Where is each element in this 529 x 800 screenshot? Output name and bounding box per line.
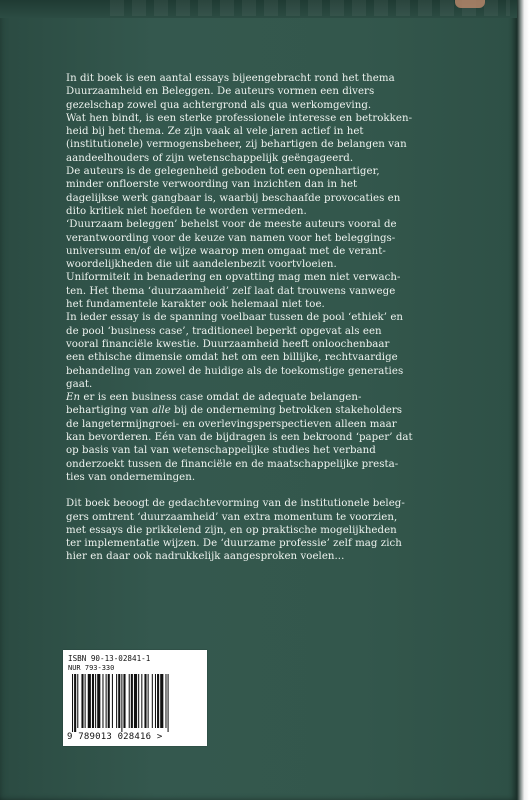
blurb-line: de langetermijngroei- en overlevingsperspectieven alleen maar xyxy=(66,418,397,430)
barcode-bar xyxy=(168,674,169,732)
barcode-bar xyxy=(102,674,103,728)
blurb-line: heid bij het thema. Ze zijn vaak al vele jaren actief in het xyxy=(66,126,364,138)
closing-line: ter implementatie wijzen. De ‘duurzame professie’ zelf mag zich xyxy=(66,538,402,550)
barcode-bar xyxy=(160,674,163,728)
blurb-line: behandeling van zowel de huidige als de toekomstige generaties xyxy=(66,365,404,377)
blurb-line: aandeelhouders of zijn wetenschappelijk geëngageerd. xyxy=(66,152,354,164)
blurb-line: In ieder essay is de spanning voelbaar tussen de pool ‘ethiek’ en xyxy=(66,312,404,324)
top-edge-strip xyxy=(0,0,517,18)
barcode-bar xyxy=(157,674,159,728)
closing-line: gers omtrent ‘duurzaamheid’ van extra momentum te voorzien, xyxy=(66,511,398,523)
barcode-bar xyxy=(112,674,113,728)
barcode-bar xyxy=(155,674,156,728)
closing-line: Dit boek beoogt de gedachtevorming van de institutionele beleg- xyxy=(66,498,405,510)
barcode-bar xyxy=(97,674,100,728)
blurb-line: gezelschap zowel qua achtergrond als qua werkomgeving. xyxy=(66,99,372,111)
blurb-line: een ethische dimensie omdat het om een billijke, rechtvaardige xyxy=(66,352,398,364)
barcode-bar xyxy=(77,674,78,728)
blurb-line: onderzoekt tussen de financiële en de maatschappelijke presta- xyxy=(66,458,399,470)
barcode-bar xyxy=(95,674,96,728)
nur-text: NUR 793-330 xyxy=(68,664,115,672)
barcode-bar xyxy=(74,674,76,732)
blurb-line: ‘Duurzaam beleggen’ behelst voor de meeste auteurs vooral de xyxy=(66,219,397,231)
barcode-bar xyxy=(72,674,73,732)
blurb-line: dagelijkse werk gangbaar is, waarbij beschaafde provocaties en xyxy=(66,192,401,204)
blurb-line: dito kritiek niet hoefden te worden vermeden. xyxy=(66,205,307,217)
barcode-bar xyxy=(123,674,125,728)
barcode-bar xyxy=(88,674,91,728)
closing-line: met essays die prikkelend zijn, en op praktische mogelijkheden xyxy=(66,524,397,536)
blurb-line xyxy=(66,404,466,417)
barcode-bar xyxy=(134,674,137,728)
blurb-line: gaat. xyxy=(66,378,93,390)
blurb-line: universum en/of de wijze waarop men omgaat met de verant- xyxy=(66,245,386,257)
blurb-line: kan bevorderen. Eén van de bijdragen is een bekroond ‘paper’ dat xyxy=(66,432,413,444)
blurb-text xyxy=(66,72,466,564)
paragraph-gap xyxy=(66,484,466,497)
blurb-line: minder onfloerste verwoording van inzichten dan in het xyxy=(66,179,358,191)
top-edge-texture xyxy=(110,0,510,16)
barcode-bar xyxy=(148,674,149,728)
barcode-bar xyxy=(116,674,117,728)
barcode-bar xyxy=(108,674,110,728)
corner-sticker xyxy=(455,0,485,8)
blurb-line: ties van ondernemingen. xyxy=(66,471,196,483)
blurb-line xyxy=(66,391,466,404)
barcode-bar xyxy=(165,674,166,728)
blurb-line: het fundamentele karakter ook helemaal niet toe. xyxy=(66,299,325,311)
barcode-bar xyxy=(92,674,94,728)
italic-alle: alle xyxy=(151,405,171,417)
blurb-line: Duurzaamheid en Beleggen. De auteurs vormen een divers xyxy=(66,86,375,98)
isbn-text: ISBN 90-13-02841-1 xyxy=(68,654,151,663)
blurb-line: op basis van tal van wetenschappelijke studies het verband xyxy=(66,445,376,457)
barcode-bar xyxy=(121,674,122,732)
barcode-bar xyxy=(106,674,107,728)
barcode-label xyxy=(63,650,207,746)
blurb-line: de pool ‘business case’, traditioneel beperkt opgevat als een xyxy=(66,325,382,337)
barcode-bar xyxy=(85,674,86,728)
blurb-line-text: er is een business case omdat de adequate belangen- xyxy=(83,392,362,404)
blurb-line-text: bij de onderneming betrokken stakeholders xyxy=(174,405,403,417)
blurb-line: In dit boek is een aantal essays bijeengebracht rond het thema xyxy=(66,73,395,84)
blurb-line: ten. Het thema ‘duurzaamheid’ zelf laat dat trouwens vanwege xyxy=(66,285,396,297)
blurb-line: De auteurs is de gelegenheid geboden tot een openhartiger, xyxy=(66,166,380,178)
barcode-bar xyxy=(152,674,153,728)
blurb-line: woordelijkheden die uit aandelenbezit voortvloeien. xyxy=(66,259,337,271)
blurb-line: (institutionele) vermogensbeheer, zij behartigen de belangen van xyxy=(66,139,407,151)
barcode-bar xyxy=(138,674,139,728)
barcode-bar xyxy=(131,674,133,728)
blurb-line: Uniformiteit in benadering en opvatting mag men niet verwach- xyxy=(66,272,401,284)
closing-line: hier en daar ook nadrukkelijk aangesproken voelen... xyxy=(66,551,345,563)
barcode-bar xyxy=(81,674,83,728)
blurb-line-text: behartiging van xyxy=(66,405,149,417)
barcode-bars xyxy=(68,674,202,732)
blurb-line: Wat hen bindt, is een sterke professionele interesse en betrokken- xyxy=(66,112,413,124)
barcode-bar xyxy=(144,674,146,728)
barcode-bar xyxy=(118,674,120,728)
barcode-digits: 9 789013 028416 > xyxy=(67,732,163,742)
barcode-bar xyxy=(129,674,130,728)
barcode-bar xyxy=(141,674,142,728)
italic-en: En xyxy=(66,392,81,404)
blurb-line: vooral financiële kwestie. Duurzaamheid heeft onloochenbaar xyxy=(66,338,390,350)
page-edge xyxy=(517,0,529,800)
blurb-line: verantwoording voor de keuze van namen voor het beleggings- xyxy=(66,232,396,244)
